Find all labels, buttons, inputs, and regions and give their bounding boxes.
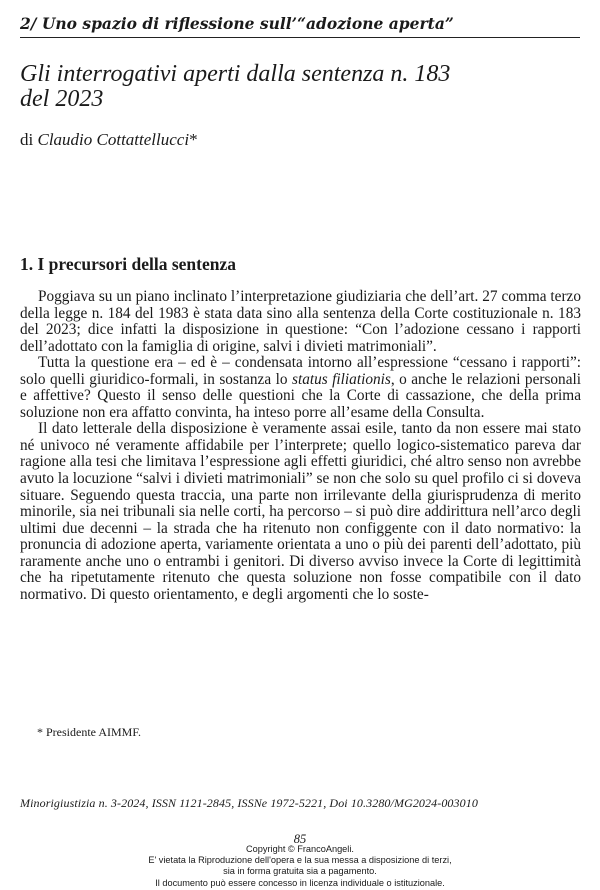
journal-citation: Minorigiustizia n. 3-2024, ISSN 1121-2845, ISSNe 1972-5221, Doi 10.3280/MG2024-003010 [20, 796, 478, 810]
byline-prefix: di [20, 130, 34, 149]
article-title-line-2: del 2023 [20, 86, 104, 112]
paragraph-2-after: , o anche le relazioni personali e affettive? Questo il senso delle questioni che la Corte di cassazione, che della prima soluzione non era affatto convinta, ha inteso porre all’esame della Consulta. [20, 370, 581, 421]
footnote: * Presidente AIMMF. [37, 725, 142, 739]
copyright-notice [0, 844, 600, 889]
article-title-line-1: Gli interrogativi aperti dalla sentenza n. 183 [20, 61, 451, 87]
paragraph-2-before: Tutta la questione era – ed è – condensata intorno all’espressione “cessano i rapporti”: solo quelli giuridico-formali, in sostanza lo [20, 354, 581, 388]
paragraph-3: Il dato letterale della disposizione è veramente assai esile, tanto da non essere mai stato né univoco né veramente affidabile per l’interprete; quello logico-sistematico pareva dar ragione alla tesi che limitava l’espressione agli effetti giuridici, ché altro senso non avrebbe avuto la locuzione “salvi i divieti matrimoniali” se non che solo su quel profilo ci si doveva situare. Seguendo questa traccia, una parte non irrilevante della giurisprudenza di merito minorile, sia nei tribunali sia nelle corti, ha percorso – si può dire addirittura nell’arco degli ultimi due decenni – la strada che ha ritenuto non configgente con il dato normativo: la pronuncia di adozione aperta, variamente orientata a uno o più dei parenti dell’adottato, più raramente anche uno o entrambi i genitori. Di diverso avviso invece la Corte di legittimità che ha ripetutamente ritenuto che questa soluzione non fosse compatibile con il dato normativo. Di questo orientamento, e degli argomenti che lo soste- [20, 420, 581, 603]
copyright-line: sia in forma gratuita sia a pagamento. [223, 866, 377, 877]
section-heading: 1. I precursori della sentenza [20, 254, 236, 274]
running-head: 2/ Uno spazio di riflessione sull’“adozione aperta” [20, 14, 580, 38]
copyright-line: E' vietata la Riproduzione dell'opera e la sua messa a disposizione di terzi, [148, 855, 452, 866]
page-number: 85 [293, 832, 307, 846]
article-title [20, 62, 560, 112]
paragraph-2 [20, 355, 581, 421]
copyright-line: Il documento può essere concesso in licenza individuale o istituzionale. [155, 877, 445, 888]
copyright-line: Copyright © FrancoAngeli. [246, 844, 354, 854]
paragraph-2-italic-term: status filiationis [292, 370, 391, 388]
body-text [20, 289, 581, 603]
byline [20, 130, 198, 150]
author-name: Claudio Cottattellucci [37, 130, 190, 149]
paragraph-1: Poggiava su un piano inclinato l’interpretazione giudiziaria che dell’art. 27 comma terzo della legge n. 184 del 1983 è stata data sino alla sentenza della Corte costituzionale n. 183 del 2023; dice infatti la disposizione in questione: “Con l’adozione cessano i rapporti dell’adottato con la famiglia di origine, salvi i divieti matrimoniali”. [20, 288, 581, 355]
author-footnote-mark: * [189, 130, 198, 149]
